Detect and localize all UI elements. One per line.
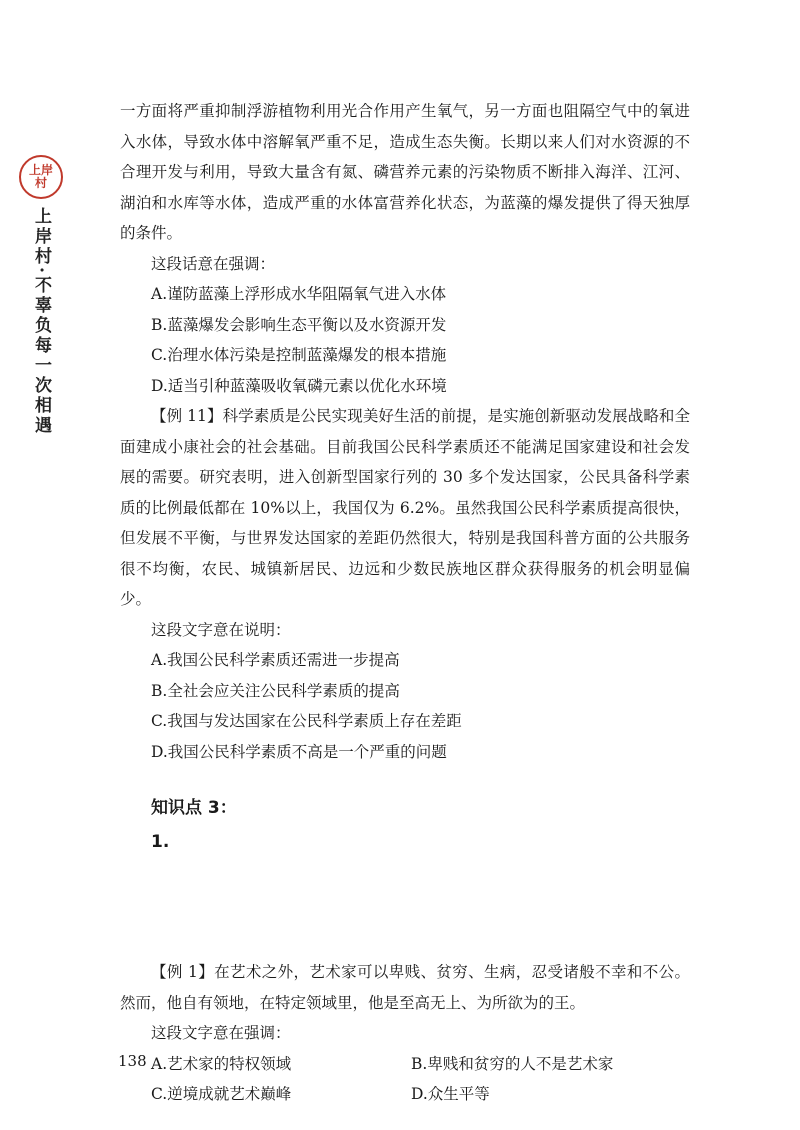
page-content [120,96,690,1110]
option-4a: A.艺术家的特权领域 [151,1054,292,1073]
option-1a: A.谨防蓝藻上浮形成水华阻隔氧气进入水体 [151,285,447,303]
logo-seal [19,155,63,199]
option-1b: B.蓝藻爆发会影响生态平衡以及水资源开发 [151,315,447,334]
options-row-1 [120,1049,690,1080]
option-1d: D.适当引种蓝藻吸收氧磷元素以优化水环境 [151,376,447,395]
option-1c: C.治理水体污染是控制蓝藻爆发的根本措施 [151,346,447,364]
passage-2-text: 科学素质是公民实现美好生活的前提，是实施创新驱动发展战略和全面建成小康社会的社会基础。目前我国公民科学素质还不能满足国家建设和社会发展的需要。研究表明，进入创新型国家行列的 30 多个发达国家，公民具备科学素质的比例最低都在 10%以上，我国仅为 6.2%。虽然我国公民科学素质提高很快，但发展不平衡，与世界发达国家的差距仍然很大，特别是我国科普方面的公共服务很不均衡，农民、城镇新居民、边远和少数民族地区群众获得服务的机会明显偏少。 [120,407,690,608]
option-2a: A.我国公民科学素质还需进一步提高 [151,651,400,669]
question-prompt-1: 这段话意在强调： [151,254,276,273]
passage-4 [120,957,690,1018]
page-number: 138 [118,1052,147,1070]
option-2b: B.全社会应关注公民科学素质的提高 [151,681,400,700]
logo-text-top: 上岸 [28,163,53,177]
question-prompt-4: 这段文字意在强调： [151,1024,291,1042]
option-2d: D.我国公民科学素质不高是一个严重的问题 [151,742,447,761]
question-prompt-2: 这段文字意在说明： [151,620,291,639]
passage-1: 一方面将严重抑制浮游植物利用光合作用产生氧气，另一方面也阻隔空气中的氧进入水体，导致水体中溶解氧严重不足，造成生态失衡。长期以来人们对水资源的不合理开发与利用，导致大量含有氮、磷营养元素的污染物质不断排入海洋、江河、湖泊和水库等水体，造成严重的水体富营养化状态，为蓝藻的爆发提供了得天独厚的条件。 [120,102,690,242]
passage-2 [120,401,690,615]
passage-4-text: 在艺术之外，艺术家可以卑贱、贫穷、生病，忍受诸般不幸和不公。然而，他自有领地，在特定领域里，他是至高无上、为所欲为的王。 [120,963,690,1012]
option-4d: D.众生平等 [411,1085,490,1103]
option-2c: C.我国与发达国家在公民科学素质上存在差距 [151,712,462,730]
options-row-2 [120,1079,690,1110]
example-label-1: 【例 1】 [151,963,215,981]
option-4c: C.逆境成就艺术巅峰 [151,1085,292,1103]
example-label-11: 【例 11】 [151,407,223,425]
option-4b: B.卑贱和贫穷的人不是艺术家 [411,1054,614,1073]
knowledge-point-heading: 知识点 3： [151,798,237,818]
logo-text-bottom: 村 [34,176,47,190]
vertical-title: 上岸村·不辜负每一次相遇 [31,207,51,436]
knowledge-point-item: 1. [151,832,170,852]
